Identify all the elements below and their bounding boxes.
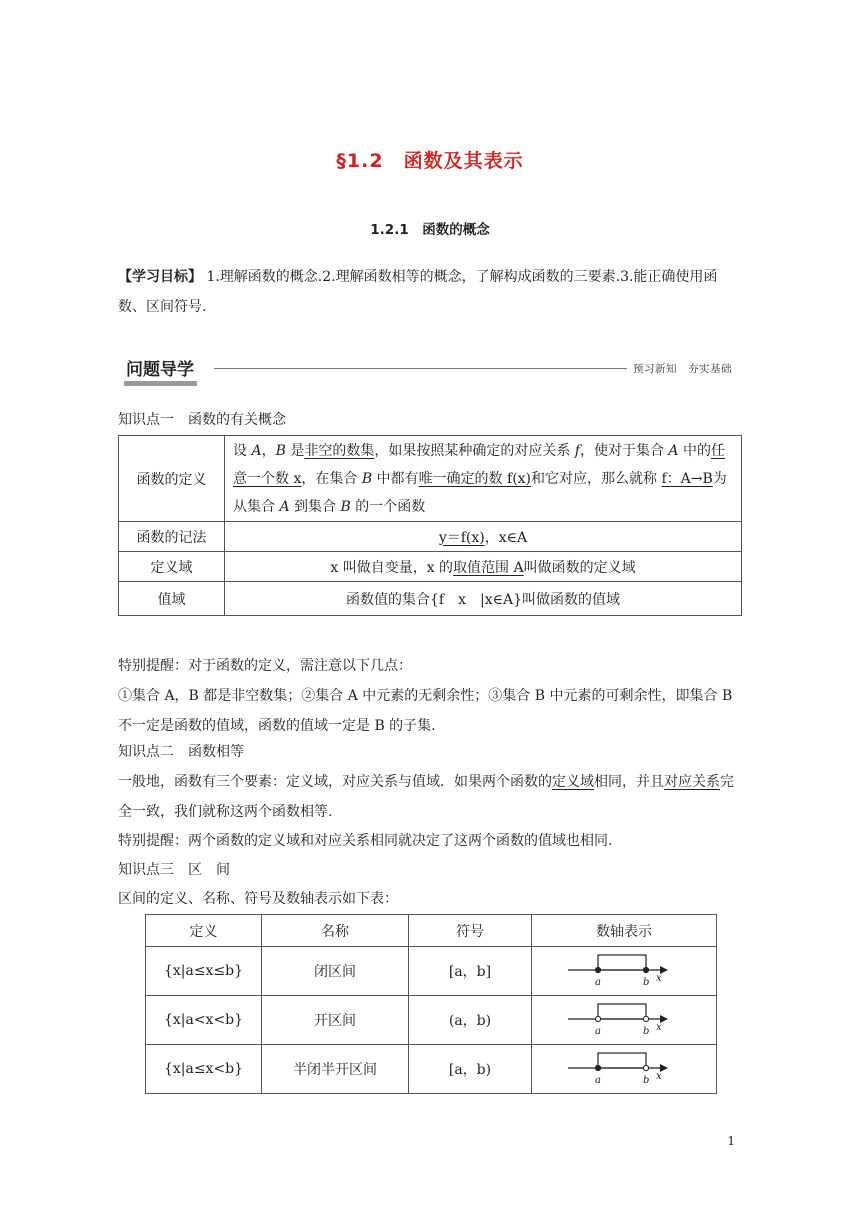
number-line bbox=[564, 950, 684, 988]
endpoint-b bbox=[643, 967, 648, 972]
def-label: 函数的定义 bbox=[119, 436, 225, 522]
def-content: 设 A，B 是非空的数集，如果按照某种确定的对应关系 f，使对于集合 A 中的任意一个数 x，在集合 B 中都有唯一确定的数 f(x)和它对应，那么就称 f：A→B为从集合 A 到集合 B 的一个函数 bbox=[225, 436, 742, 522]
label-a: a bbox=[595, 1075, 601, 1086]
table-row bbox=[119, 582, 742, 616]
tip1-line1: 特别提醒：对于函数的定义，需注意以下几点： bbox=[118, 658, 412, 674]
table-header-row bbox=[146, 915, 717, 947]
section-header-rule bbox=[214, 368, 627, 369]
label-a: a bbox=[595, 977, 601, 988]
domain-label: 定义域 bbox=[119, 552, 225, 582]
function-concept-table bbox=[118, 435, 742, 616]
kp1-heading: 知识点一 函数的有关概念 bbox=[118, 412, 286, 428]
kp2-tip: 特别提醒：两个函数的定义域和对应关系相同就决定了这两个函数的值域也相同. bbox=[118, 833, 613, 849]
interval-name: 开区间 bbox=[262, 996, 409, 1045]
learning-goals bbox=[118, 262, 743, 322]
interval-symbol: [a，b] bbox=[409, 947, 532, 996]
label-b: b bbox=[643, 1026, 650, 1037]
number-line-cell bbox=[532, 1045, 717, 1094]
section-title: §1.2 函数及其表示 bbox=[336, 150, 524, 172]
endpoint-a bbox=[595, 1016, 600, 1021]
endpoint-a bbox=[595, 967, 600, 972]
kp3-intro: 区间的定义、名称、符号及数轴表示如下表： bbox=[118, 891, 398, 907]
range-content: 函数值的集合{f x |x∈A}叫做函数的值域 bbox=[225, 582, 742, 616]
table-row bbox=[146, 996, 717, 1045]
table-row bbox=[119, 436, 742, 522]
number-line bbox=[564, 999, 684, 1037]
col-header-def: 定义 bbox=[146, 915, 262, 947]
label-b: b bbox=[643, 977, 650, 988]
notation-content: y＝f(x)，x∈A bbox=[225, 522, 742, 552]
label-x: x bbox=[656, 1071, 662, 1082]
endpoint-a bbox=[595, 1065, 600, 1070]
section-header bbox=[126, 355, 742, 385]
goals-tag: 【学习目标】 bbox=[118, 269, 202, 285]
label-x: x bbox=[656, 973, 662, 984]
number-line-cell bbox=[532, 996, 717, 1045]
goals-text: 1.理解函数的概念.2.理解函数相等的概念，了解构成函数的三要素.3.能正确使用函数、区间符号. bbox=[118, 269, 718, 315]
interval-bracket bbox=[598, 955, 646, 970]
kp2-heading: 知识点二 函数相等 bbox=[118, 744, 244, 760]
interval-table bbox=[145, 914, 717, 1094]
table-row bbox=[146, 1045, 717, 1094]
domain-content: x 叫做自变量，x 的取值范围 A叫做函数的定义域 bbox=[225, 552, 742, 582]
table-row bbox=[119, 522, 742, 552]
page-number: 1 bbox=[727, 1134, 735, 1148]
section-header-right: 预习新知 夯实基础 bbox=[633, 363, 732, 375]
kp3-heading: 知识点三 区 间 bbox=[118, 862, 230, 878]
section-header-title: 问题导学 bbox=[126, 355, 194, 380]
number-line bbox=[564, 1048, 684, 1086]
interval-bracket bbox=[598, 1004, 646, 1019]
interval-def: {x|a≤x≤b} bbox=[146, 947, 262, 996]
interval-symbol: (a，b) bbox=[409, 996, 532, 1045]
label-b: b bbox=[643, 1075, 650, 1086]
interval-def: {x|a<x<b} bbox=[146, 996, 262, 1045]
col-header-name: 名称 bbox=[262, 915, 409, 947]
notation-label: 函数的记法 bbox=[119, 522, 225, 552]
interval-name: 闭区间 bbox=[262, 947, 409, 996]
col-header-axis: 数轴表示 bbox=[532, 915, 717, 947]
endpoint-b bbox=[643, 1016, 648, 1021]
table-row bbox=[119, 552, 742, 582]
label-a: a bbox=[595, 1026, 601, 1037]
range-label: 值域 bbox=[119, 582, 225, 616]
interval-bracket bbox=[598, 1053, 646, 1068]
kp2-paragraph: 一般地，函数有三个要素：定义域，对应关系与值域．如果两个函数的定义域相同，并且对应关系完全一致，我们就称这两个函数相等. bbox=[118, 774, 734, 820]
interval-def: {x|a≤x<b} bbox=[146, 1045, 262, 1094]
table-row bbox=[146, 947, 717, 996]
endpoint-b bbox=[643, 1065, 648, 1070]
number-line-cell bbox=[532, 947, 717, 996]
interval-name: 半闭半开区间 bbox=[262, 1045, 409, 1094]
label-x: x bbox=[656, 1022, 662, 1033]
subsection-title: 1.2.1 函数的概念 bbox=[370, 222, 490, 238]
col-header-symbol: 符号 bbox=[409, 915, 532, 947]
tip1-line2: ①集合 A，B 都是非空数集；②集合 A 中元素的无剩余性；③集合 B 中元素的可剩余性，即集合 B 不一定是函数的值域，函数的值域一定是 B 的子集. bbox=[118, 688, 733, 734]
interval-symbol: [a，b) bbox=[409, 1045, 532, 1094]
